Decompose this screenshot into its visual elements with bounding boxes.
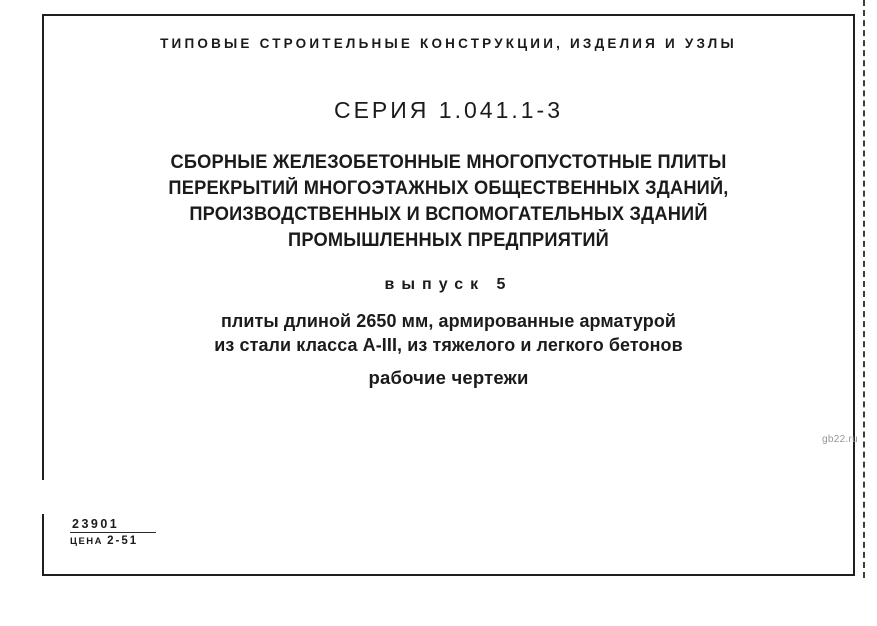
header-text-left: ТИПОВЫЕ СТРОИТЕЛЬНЫЕ КОНСТРУКЦИИ, [160, 36, 564, 51]
publisher-stamp [70, 515, 156, 547]
header-text-right: ИЗДЕЛИЯ И УЗЛЫ [570, 36, 737, 51]
stamp-code: 23901 [70, 517, 156, 533]
price-value: 2-51 [107, 535, 139, 547]
subtitle-line-2: из стали класса А-III, из тяжелого и легкого бетонов [214, 334, 683, 355]
title-line-2: ПЕРЕКРЫТИЙ МНОГОЭТАЖНЫХ ОБЩЕСТВЕННЫХ ЗДАНИЙ, [168, 178, 729, 199]
subtitle-line-1: плиты длиной 2650 мм, армированные арматурой [220, 310, 677, 331]
title-line-1: СБОРНЫЕ ЖЕЛЕЗОБЕТОННЫЕ МНОГОПУСТОТНЫЕ ПЛИТЫ [170, 152, 727, 173]
issue-number: выпуск 5 [384, 276, 513, 293]
document-subtitle [42, 309, 855, 357]
paper-edge-line [863, 0, 865, 578]
title-line-3: ПРОИЗВОДСТВЕННЫХ И ВСПОМОГАТЕЛЬНЫХ ЗДАНИЙ [189, 204, 708, 225]
series-number: СЕРИЯ 1.041.1-3 [333, 97, 563, 123]
site-watermark: gb22.ru [822, 434, 859, 445]
price-label: ЦЕНА [70, 536, 103, 547]
title-line-4: ПРОМЫШЛЕННЫХ ПРЕДПРИЯТИЙ [288, 230, 609, 251]
stamp-price [70, 535, 156, 547]
document-header [42, 36, 855, 51]
document-type: рабочие чертежи [368, 367, 529, 388]
document-title [42, 150, 855, 254]
scan-artifact-border-gap [40, 480, 46, 514]
